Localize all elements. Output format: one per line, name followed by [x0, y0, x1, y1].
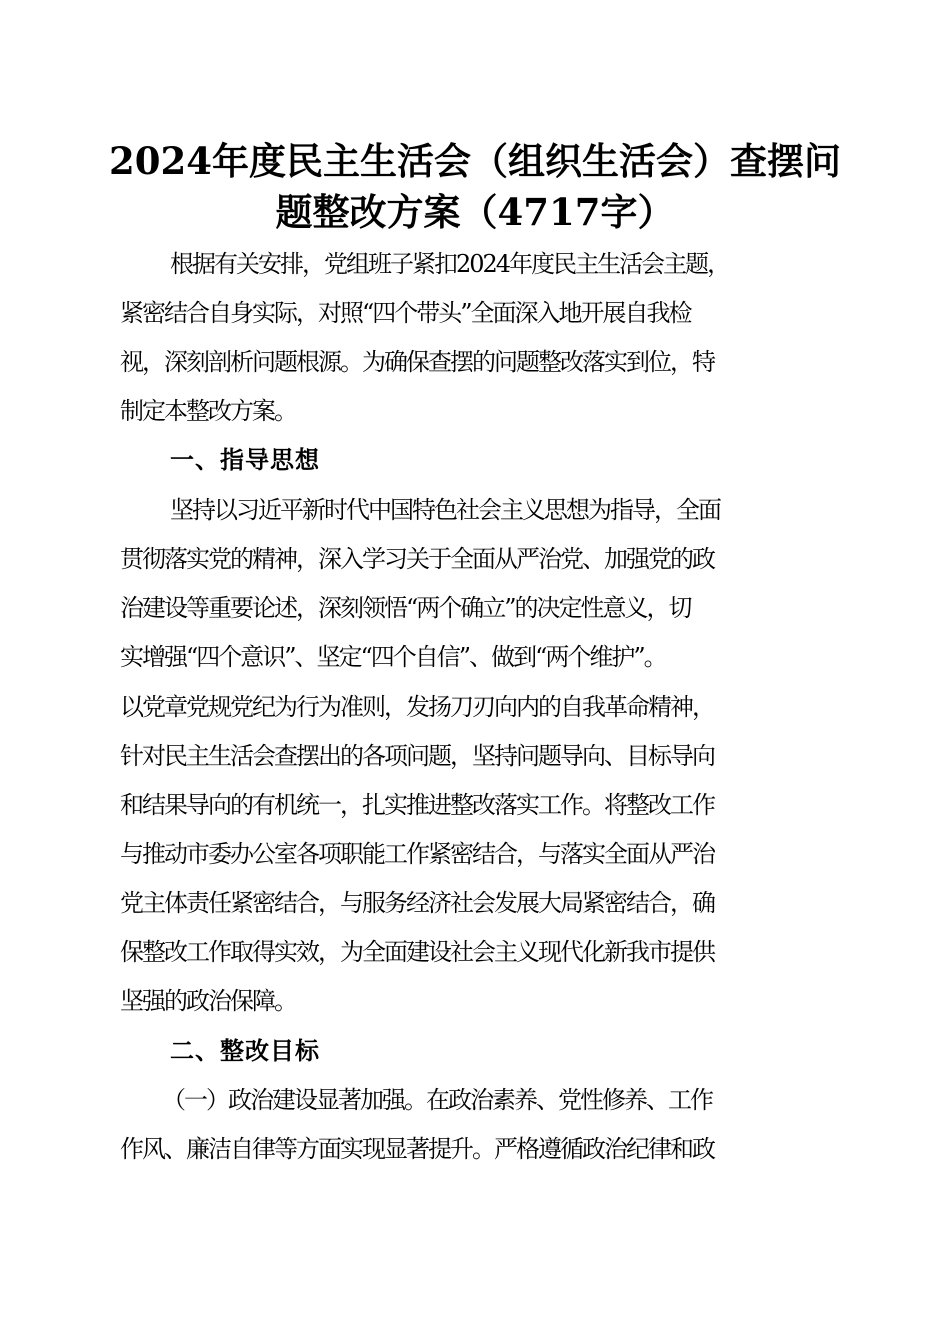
section2-paragraph-line: 作风、廉洁自律等方面实现显著提升。严格遵循政治纪律和政 — [120, 1135, 714, 1163]
section1-paragraph-line: 以党章党规党纪为行为准则，发扬刀刃向内的自我革命精神， — [120, 693, 714, 721]
section2-paragraph-line: （一）政治建设显著加强。在政治素养、党性修养、工作 — [162, 1086, 712, 1114]
intro-paragraph-line: 根据有关安排，党组班子紧扣2024年度民主生活会主题， — [170, 250, 730, 278]
section1-paragraph-line: 和结果导向的有机统一，扎实推进整改落实工作。将整改工作 — [120, 791, 714, 819]
intro-paragraph-line: 紧密结合自身实际，对照“四个带头”全面深入地开展自我检 — [120, 299, 691, 327]
section1-paragraph-line: 坚持以习近平新时代中国特色社会主义思想为指导，全面 — [170, 496, 720, 524]
document-title-line-1: 2024年度民主生活会（组织生活会）查摆问 — [109, 139, 841, 183]
section1-paragraph-line: 保整改工作取得实效，为全面建设社会主义现代化新我市提供 — [120, 938, 714, 966]
section1-paragraph-line: 坚强的政治保障。 — [120, 987, 296, 1015]
intro-paragraph-line: 视，深刻剖析问题根源。为确保查摆的问题整改落实到位，特 — [120, 348, 714, 376]
section1-paragraph-line: 党主体责任紧密结合，与服务经济社会发展大局紧密结合，确 — [120, 889, 714, 917]
section1-paragraph-line: 实增强“四个意识”、坚定“四个自信”、做到“两个维护”。 — [120, 643, 666, 671]
intro-paragraph-line: 制定本整改方案。 — [120, 397, 296, 425]
section1-paragraph-line: 治建设等重要论述，深刻领悟“两个确立”的决定性意义，切 — [120, 594, 691, 622]
section-heading-rectification-goals: 二、整改目标 — [170, 1037, 320, 1065]
section1-paragraph-line: 贯彻落实党的精神，深入学习关于全面从严治党、加强党的政 — [120, 545, 714, 573]
section1-paragraph-line: 针对民主生活会查摆出的各项问题，坚持问题导向、目标导向 — [120, 742, 714, 770]
section1-paragraph-line: 与推动市委办公室各项职能工作紧密结合，与落实全面从严治 — [120, 840, 714, 868]
section-heading-guiding-ideology: 一、指导思想 — [170, 446, 320, 474]
document-title-line-2: 题整改方案（4717字） — [275, 190, 675, 234]
